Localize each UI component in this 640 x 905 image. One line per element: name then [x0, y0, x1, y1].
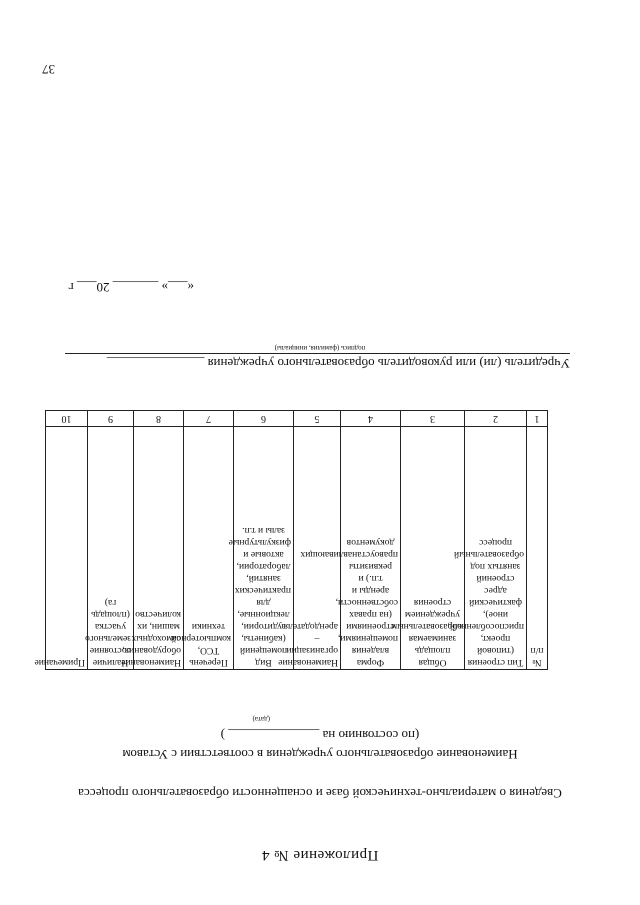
signature-line — [65, 353, 570, 354]
as-of-line: (по состоянию на ______________ ) — [220, 728, 420, 743]
column-number: 3 — [401, 411, 465, 427]
document-title: Сведения о материально-технической базе и оснащенности образовательного процесса — [78, 786, 562, 801]
header-cell: Форма владения помещениями, строениями (на правах собственности, аренды и т.п.) и реквизиты правоустанавливающих документов — [341, 427, 401, 670]
facilities-table — [34, 410, 548, 670]
table-header-row — [46, 427, 548, 670]
column-number: 4 — [341, 411, 401, 427]
table-number-row — [46, 411, 548, 427]
column-number: 8 — [134, 411, 184, 427]
founder-line: Учредитель (ли) или руководитель образовательного учреждения _______________ — [106, 356, 570, 371]
header-cell: Наличие состояние земельного участка (площадь га) — [88, 427, 134, 670]
signature-date-line: «___» _______ 20___ г — [68, 280, 194, 295]
appendix-heading: Приложение № 4 — [261, 847, 379, 863]
column-number: 7 — [184, 411, 234, 427]
institution-line: Наименование образовательного учреждения в соответствии с Уставом — [122, 747, 518, 762]
column-number: 5 — [294, 411, 341, 427]
column-number: 10 — [46, 411, 88, 427]
header-cell: Тип строения (типовой проект, приспособленный, иное), фактический адрес строений занятых под образовательный процесс — [465, 427, 527, 670]
header-cell: Вид помещений (кабинеты, аудитории, лекционные, для практических занятий, лаборатории, актовые и физкультурные залы и т.п. — [234, 427, 294, 670]
column-number: 6 — [234, 411, 294, 427]
header-cell: Наименование оборудования, самоходных машин, их количество — [134, 427, 184, 670]
page-number: 37 — [42, 62, 55, 77]
signature-caption: подпись (фамилия, инициалы) — [274, 344, 366, 352]
header-cell: № п/п — [527, 427, 548, 670]
date-caption: (дата) — [252, 715, 270, 723]
header-cell: Примечание — [46, 427, 88, 670]
column-number: 1 — [527, 411, 548, 427]
header-cell: Общая площадь занимаемая образовательным учреждением строения — [401, 427, 465, 670]
header-cell: Перечень ТСО, компьютерной техники — [184, 427, 234, 670]
header-cell: Наименование организации – арендодателя — [294, 427, 341, 670]
column-number: 2 — [465, 411, 527, 427]
column-number: 9 — [88, 411, 134, 427]
